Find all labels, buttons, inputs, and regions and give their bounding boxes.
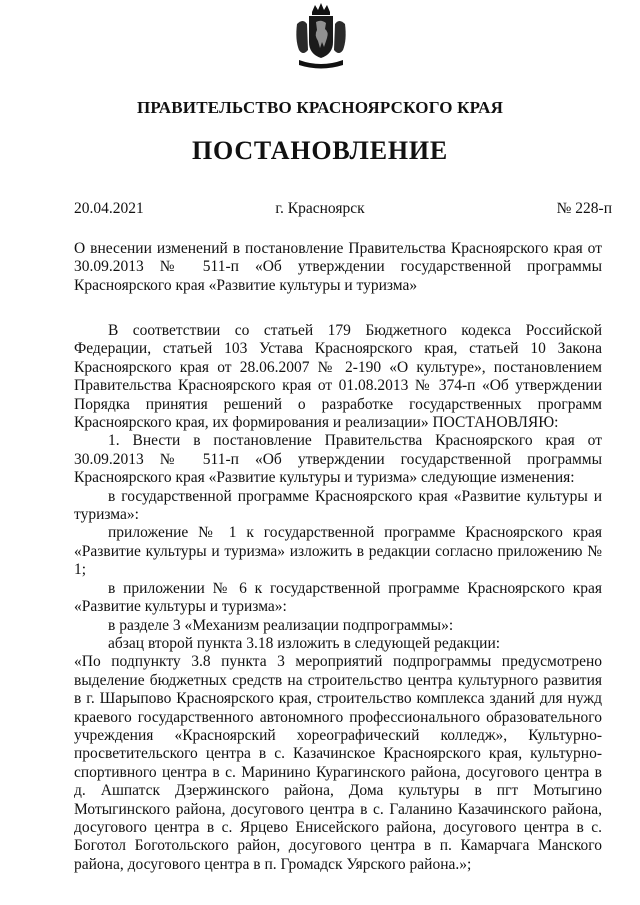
program-paragraph: в государственной программе Красноярского края «Развитие культуры и туризма»: xyxy=(74,487,602,524)
item-1-paragraph: 1. Внести в постановление Правительства Красноярского края от 30.09.2013 № 511-п «Об утверждении государственной программы Красноярского края «Развитие культуры и туризма» следующие изменения: xyxy=(74,432,602,487)
paragraph-3-18: абзац второй пункта 3.18 изложить в следующей редакции: xyxy=(108,634,501,652)
document-type-title: ПОСТАНОВЛЕНИЕ xyxy=(191,136,449,165)
quoted-paragraph: «По подпункту 3.8 пункта 3 мероприятий подпрограммы предусмотрено выделение бюджетных средств на строительство центра культурного развития в г. Шарыпово Красноярского края, строительство комплекса зданий для нужд краевого государственного автономного профессионального образовательного учреждения «Красноярский хореографический колледж», Культурно-просветительского центра в с. Казачинское Красноярского края, культурно-спортивного центра в с. Маринино Курагинского района, досугового центра в д. Ашпатск Дзержинского района, Дома культуры в пгт Мотыгино Мотыгинского района, досугового центра в с. Галанино Казачинского района, досугового центра в с. Ярцево Енисейского района, досугового центра в с. Боготол Боготольского район, досугового центра в п. Камарчага Манского района, досугового центра в п. Громадск Уярского района.»; xyxy=(74,653,602,873)
appendix-6-paragraph: в приложении № 6 к государственной программе Красноярского края «Развитие культуры и туризма»: xyxy=(74,579,602,616)
coat-of-arms-icon xyxy=(293,2,349,72)
appendix-1-paragraph: приложение № 1 к государственной программе Красноярского края «Развитие культуры и туризма» изложить в редакции согласно приложению № 1; xyxy=(74,524,602,579)
subject-text: О внесении изменений в постановление Правительства Красноярского края от 30.09.2013 № 511-п «Об утверждении государственной программы Красноярского края «Развитие культуры и туризма» xyxy=(74,240,602,294)
document-city: г. Красноярск xyxy=(275,200,365,217)
preamble-paragraph: В соответствии со статьей 179 Бюджетного кодекса Российской Федерации, статьей 103 Устава Красноярского края, статьей 10 Закона Красноярского края от 28.06.2007 № 2-190 «О культуре», постановлением Правительства Красноярского края от 01.08.2013 № 374-п «Об утверждении Порядка принятия решений о разработке государственных программ Красноярского края, их формирования и реализации» ПОСТАНОВЛЯЮ: xyxy=(74,322,602,432)
section-3-paragraph: в разделе 3 «Механизм реализации подпрограммы»: xyxy=(108,616,454,634)
document-subject xyxy=(74,240,602,295)
document-date: 20.04.2021 xyxy=(74,200,144,217)
document-number: № 228-п xyxy=(556,200,612,217)
government-title: ПРАВИТЕЛЬСТВО КРАСНОЯРСКОГО КРАЯ xyxy=(136,98,504,117)
document-body xyxy=(74,322,602,874)
